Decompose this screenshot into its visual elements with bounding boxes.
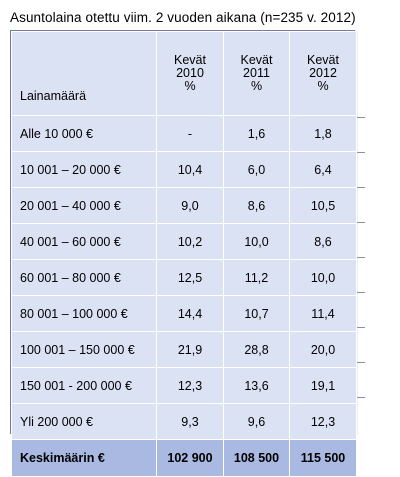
header-year: 2010: [176, 66, 204, 80]
table-row: [12, 404, 357, 440]
row-tick-mark: [357, 222, 365, 223]
row-label: 150 001 - 200 000 €: [12, 368, 157, 404]
row-label: 60 001 – 80 000 €: [12, 260, 157, 296]
header-unit: %: [184, 79, 196, 93]
row-tick-mark: [357, 117, 365, 118]
value-2012: 19,1: [290, 368, 357, 404]
row-label: 40 001 – 60 000 €: [12, 224, 157, 260]
value-2010: 12,5: [157, 260, 224, 296]
header-2010: [157, 32, 224, 116]
value-2011: 9,6: [224, 404, 290, 440]
value-2011: 13,6: [224, 368, 290, 404]
value-2011: 28,8: [224, 332, 290, 368]
loan-amount-table: [10, 30, 355, 465]
footer-row: [12, 440, 357, 477]
header-2011: [224, 32, 290, 116]
header-label: Kevät: [240, 53, 273, 67]
value-2012: 11,4: [290, 296, 357, 332]
value-2011: 10,7: [224, 296, 290, 332]
value-2010: 9,3: [157, 404, 224, 440]
header-unit: %: [250, 79, 263, 93]
value-2012: 1,8: [290, 116, 357, 152]
value-2010: 10,2: [157, 224, 224, 260]
table-row: [12, 152, 357, 188]
header-year: 2012: [309, 66, 337, 80]
value-2010: 14,4: [157, 296, 224, 332]
footer-2010: 102 900: [157, 440, 224, 477]
header-label: Kevät: [174, 53, 206, 67]
value-2011: 10,0: [224, 224, 290, 260]
value-2012: 6,4: [290, 152, 357, 188]
table-row: [12, 260, 357, 296]
row-tick-mark: [357, 152, 365, 153]
value-2012: 12,3: [290, 404, 357, 440]
value-2010: 21,9: [157, 332, 224, 368]
header-year: 2011: [243, 66, 270, 80]
table-row: [12, 116, 357, 152]
row-label: 20 001 – 40 000 €: [12, 188, 157, 224]
row-label: 10 001 – 20 000 €: [12, 152, 157, 188]
row-tick-mark: [357, 257, 365, 258]
header-row: [12, 32, 357, 116]
row-tick-mark: [357, 327, 365, 328]
value-2010: 12,3: [157, 368, 224, 404]
value-2011: 6,0: [224, 152, 290, 188]
row-tick-mark: [357, 397, 365, 398]
value-2010: 10,4: [157, 152, 224, 188]
footer-2011: 108 500: [224, 440, 290, 477]
header-label: Lainamäärä: [20, 89, 87, 103]
row-tick-mark: [357, 187, 365, 188]
row-label: 100 001 – 150 000 €: [12, 332, 157, 368]
value-2012: 10,5: [290, 188, 357, 224]
header-unit: %: [317, 79, 329, 93]
table-row: [12, 332, 357, 368]
footer-2012: 115 500: [290, 440, 357, 477]
value-2012: 10,0: [290, 260, 357, 296]
value-2010: 9,0: [157, 188, 224, 224]
table-row: [12, 188, 357, 224]
value-2010: -: [157, 116, 224, 152]
row-label: Yli 200 000 €: [12, 404, 157, 440]
value-2011: 1,6: [224, 116, 290, 152]
value-2012: 8,6: [290, 224, 357, 260]
value-2011: 8,6: [224, 188, 290, 224]
table-row: [12, 368, 357, 404]
value-2011: 11,2: [224, 260, 290, 296]
row-label: 80 001 – 100 000 €: [12, 296, 157, 332]
header-lainamaara: [12, 32, 157, 116]
header-2012: [290, 32, 357, 116]
row-tick-mark: [357, 362, 365, 363]
table-row: [12, 296, 357, 332]
value-2012: 20,0: [290, 332, 357, 368]
row-tick-mark: [357, 292, 365, 293]
footer-label: Keskimäärin €: [12, 440, 157, 477]
page-title: Asuntolaina otettu viim. 2 vuoden aikana (n=235 v. 2012): [10, 10, 356, 25]
row-label: Alle 10 000 €: [12, 116, 157, 152]
header-label: Kevät: [307, 53, 339, 67]
table-row: [12, 224, 357, 260]
